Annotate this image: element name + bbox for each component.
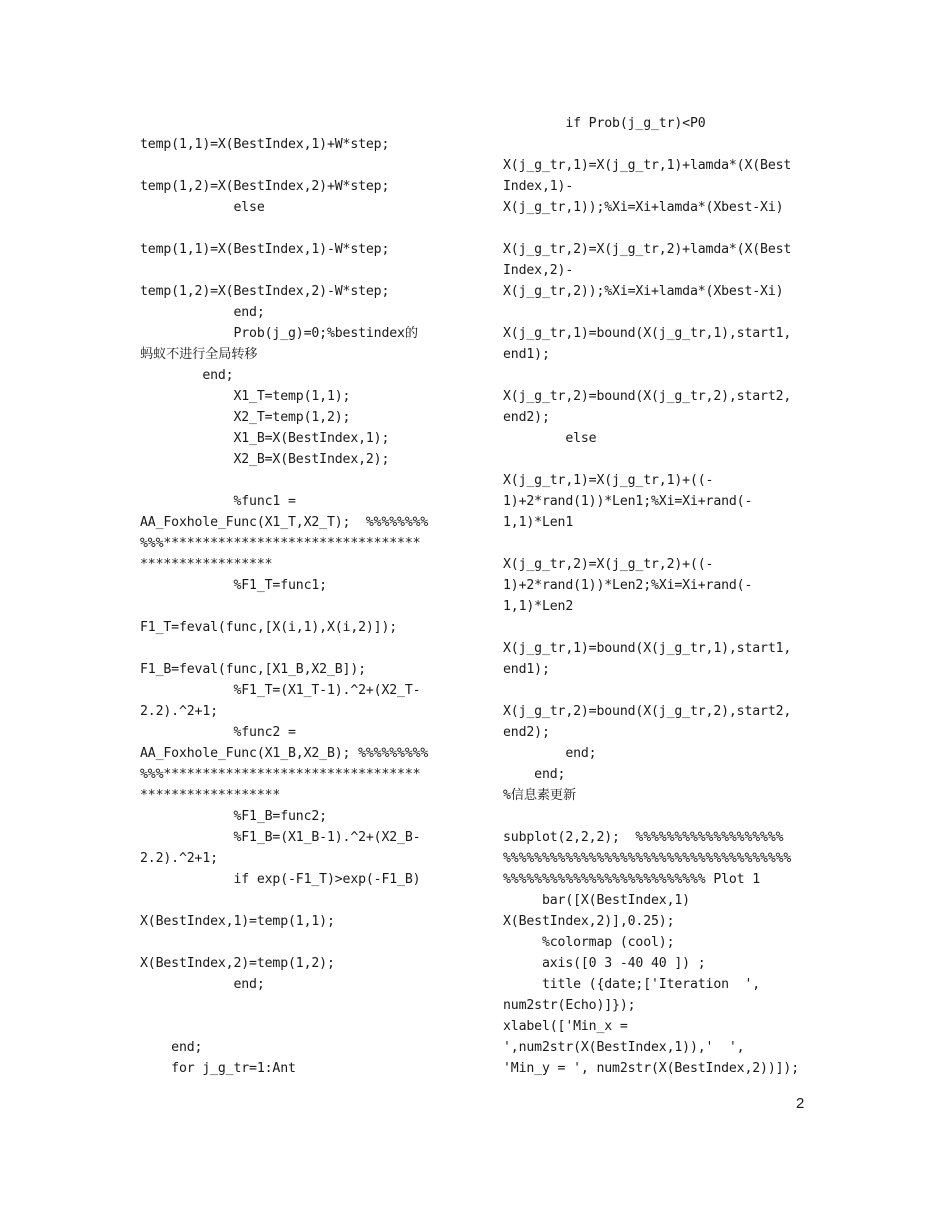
code-line: *****************	[140, 557, 273, 572]
code-line: 1)+2*rand(1))*Len2;%Xi=Xi+rand(-	[503, 578, 753, 593]
code-line	[503, 533, 821, 554]
code-line: end;	[503, 746, 597, 761]
code-line: temp(1,2)=X(BestIndex,2)-W*step;	[140, 284, 390, 299]
code-line	[140, 932, 460, 953]
code-line: end2);	[503, 410, 550, 425]
code-line: ',num2str(X(BestIndex,1)),' ',	[503, 1040, 745, 1055]
code-line	[140, 995, 460, 1016]
code-line: 蚂蚁不进行全局转移	[140, 347, 258, 362]
code-line: axis([0 3 -40 40 ]) ;	[503, 956, 706, 971]
code-line: X(j_g_tr,2));%Xi=Xi+lamda*(Xbest-Xi)	[503, 284, 784, 299]
code-line: 2.2).^2+1;	[140, 704, 218, 719]
code-line: end2);	[503, 725, 550, 740]
code-line: X(j_g_tr,1)=bound(X(j_g_tr,1),start1,	[503, 326, 792, 341]
code-line: AA_Foxhole_Func(X1_B,X2_B); %%%%%%%%%	[140, 746, 429, 761]
code-line: else	[140, 200, 265, 215]
code-line: 1,1)*Len1	[503, 515, 574, 530]
code-line: X2_B=X(BestIndex,2);	[140, 452, 390, 467]
code-line: subplot(2,2,2); %%%%%%%%%%%%%%%%%%%	[503, 830, 784, 845]
code-line: X(j_g_tr,1)=bound(X(j_g_tr,1),start1,	[503, 641, 792, 656]
code-column-left	[140, 113, 460, 1079]
code-line: %func1 =	[140, 494, 296, 509]
code-line	[140, 155, 460, 176]
code-line: %%%%%%%%%%%%%%%%%%%%%%%%%%%%%%%%%%%%%	[503, 851, 792, 866]
code-line: num2str(Echo)]});	[503, 998, 636, 1013]
code-line: if exp(-F1_T)>exp(-F1_B)	[140, 872, 421, 887]
code-line: %func2 =	[140, 725, 296, 740]
code-line	[503, 134, 821, 155]
code-line: 2.2).^2+1;	[140, 851, 218, 866]
code-line: %F1_B=(X1_B-1).^2+(X2_B-	[140, 830, 421, 845]
code-line: for j_g_tr=1:Ant	[140, 1061, 296, 1076]
page-number: 2	[796, 1095, 805, 1112]
code-line	[140, 890, 460, 911]
code-line	[503, 365, 821, 386]
code-line: %F1_B=func2;	[140, 809, 327, 824]
code-line: X(j_g_tr,1)=X(j_g_tr,1)+lamda*(X(Best	[503, 158, 792, 173]
code-line: X(BestIndex,2)],0.25);	[503, 914, 675, 929]
code-line: X(j_g_tr,1)=X(j_g_tr,1)+((-	[503, 473, 714, 488]
code-line: X(j_g_tr,2)=X(j_g_tr,2)+lamda*(X(Best	[503, 242, 792, 257]
code-line	[503, 680, 821, 701]
code-line	[140, 638, 460, 659]
code-line	[140, 113, 460, 134]
code-line: %%%*********************************	[140, 536, 421, 551]
code-line	[140, 470, 460, 491]
code-line: F1_T=feval(func,[X(i,1),X(i,2)]);	[140, 620, 398, 635]
code-line: bar([X(BestIndex,1)	[503, 893, 690, 908]
code-line: X(j_g_tr,2)=X(j_g_tr,2)+((-	[503, 557, 714, 572]
code-line: X(BestIndex,1)=temp(1,1);	[140, 914, 335, 929]
code-line	[140, 1016, 460, 1037]
code-line: end;	[140, 305, 265, 320]
code-line	[140, 596, 460, 617]
code-line	[503, 302, 821, 323]
code-line: X(j_g_tr,2)=bound(X(j_g_tr,2),start2,	[503, 704, 792, 719]
code-line	[503, 449, 821, 470]
code-line: Index,2)-	[503, 263, 574, 278]
code-line	[140, 218, 460, 239]
code-line	[503, 806, 821, 827]
code-line	[503, 218, 821, 239]
code-line: ******************	[140, 788, 281, 803]
code-line: end;	[503, 767, 566, 782]
code-line: if Prob(j_g_tr)<P0	[503, 116, 706, 131]
code-line: title ({date;['Iteration ',	[503, 977, 761, 992]
code-line: X1_T=temp(1,1);	[140, 389, 351, 404]
code-line: %%%*********************************	[140, 767, 421, 782]
code-line: temp(1,1)=X(BestIndex,1)-W*step;	[140, 242, 390, 257]
code-line: temp(1,2)=X(BestIndex,2)+W*step;	[140, 179, 390, 194]
code-column-right	[503, 113, 821, 1079]
code-line: end;	[140, 1040, 203, 1055]
code-line: temp(1,1)=X(BestIndex,1)+W*step;	[140, 137, 390, 152]
code-line: %F1_T=func1;	[140, 578, 327, 593]
code-line: 'Min_y = ', num2str(X(BestIndex,2))]);	[503, 1061, 800, 1076]
code-line: %%%%%%%%%%%%%%%%%%%%%%%%%% Plot 1	[503, 872, 761, 887]
code-line: X(j_g_tr,1));%Xi=Xi+lamda*(Xbest-Xi)	[503, 200, 784, 215]
code-line: end1);	[503, 347, 550, 362]
code-line: xlabel(['Min_x =	[503, 1019, 628, 1034]
code-line: end1);	[503, 662, 550, 677]
code-line: X2_T=temp(1,2);	[140, 410, 351, 425]
code-line: X(BestIndex,2)=temp(1,2);	[140, 956, 335, 971]
code-line: AA_Foxhole_Func(X1_T,X2_T); %%%%%%%%	[140, 515, 429, 530]
code-line: %信息素更新	[503, 788, 576, 803]
code-line: end;	[140, 977, 265, 992]
code-line: 1,1)*Len2	[503, 599, 574, 614]
code-line: %F1_T=(X1_T-1).^2+(X2_T-	[140, 683, 421, 698]
code-line: else	[503, 431, 597, 446]
code-line: Index,1)-	[503, 179, 574, 194]
code-line	[503, 617, 821, 638]
code-line: X1_B=X(BestIndex,1);	[140, 431, 390, 446]
code-line: Prob(j_g)=0;%bestindex的	[140, 326, 418, 341]
code-line: %colormap (cool);	[503, 935, 675, 950]
code-line: end;	[140, 368, 234, 383]
code-line: F1_B=feval(func,[X1_B,X2_B]);	[140, 662, 366, 677]
code-line: 1)+2*rand(1))*Len1;%Xi=Xi+rand(-	[503, 494, 753, 509]
code-line	[140, 260, 460, 281]
code-line: X(j_g_tr,2)=bound(X(j_g_tr,2),start2,	[503, 389, 792, 404]
